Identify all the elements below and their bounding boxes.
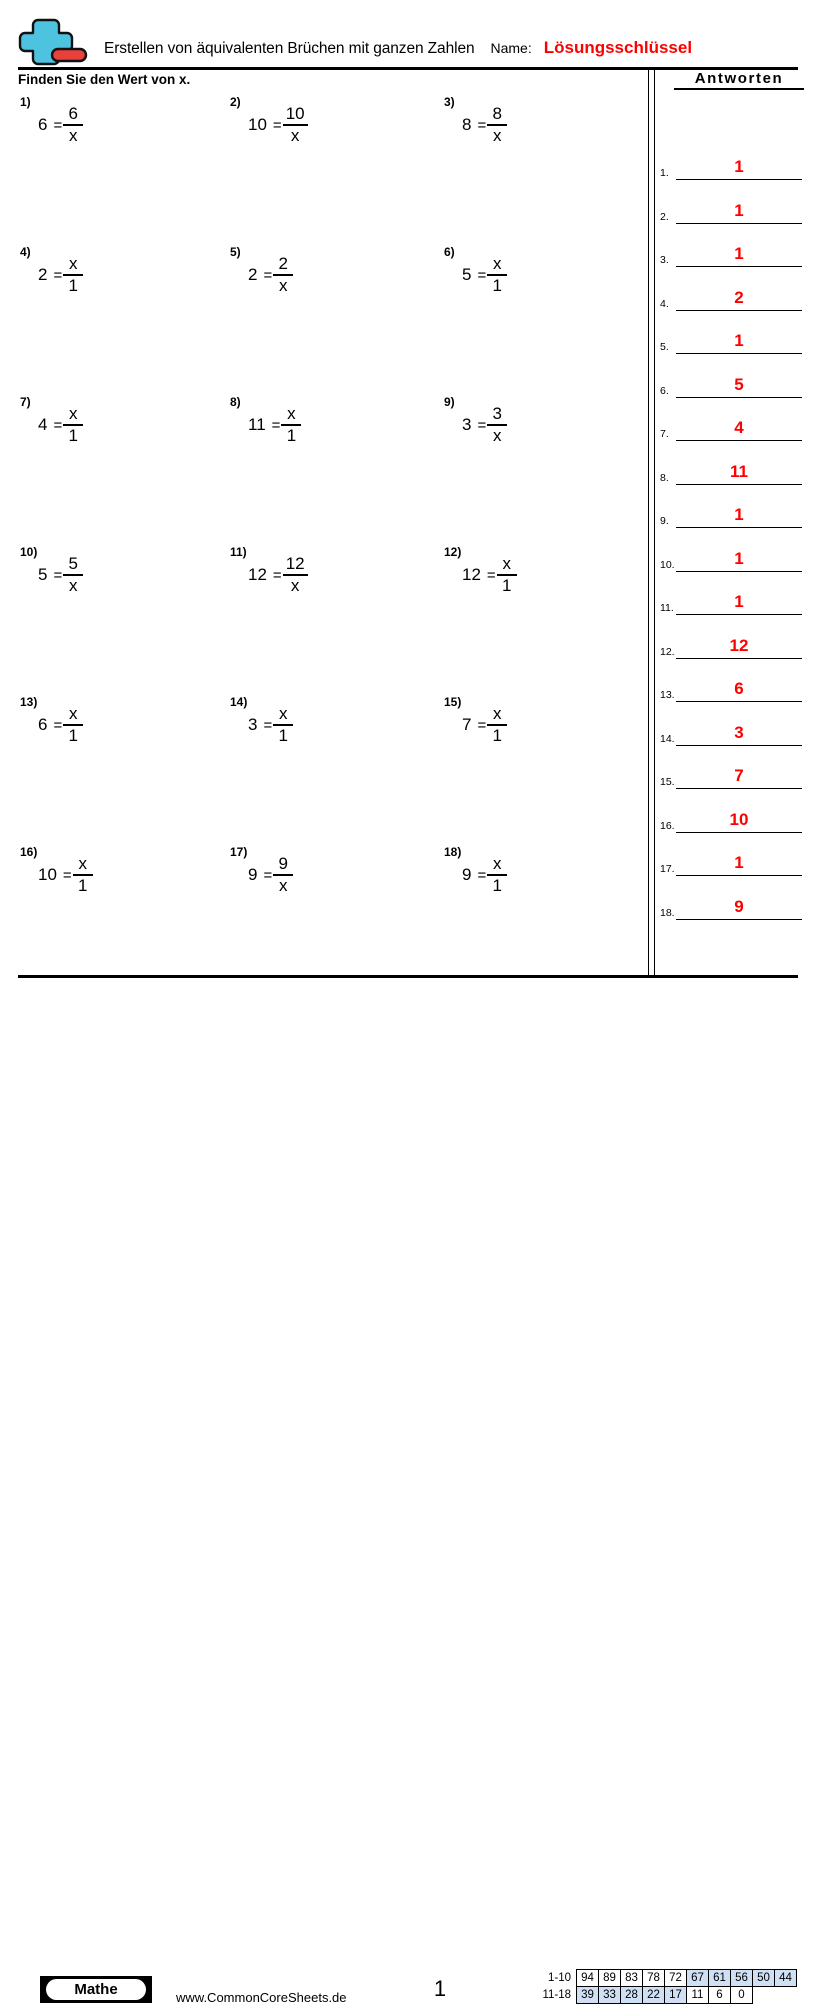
problem-4 <box>20 245 220 315</box>
answer-row-6 <box>660 354 806 398</box>
answers-panel <box>660 70 816 975</box>
score-table-row <box>531 1970 797 1987</box>
problem-10 <box>20 545 220 615</box>
score-cell: 78 <box>643 1970 665 1987</box>
fraction-denominator: 1 <box>492 875 502 895</box>
problem-expression <box>38 105 83 145</box>
score-cell: 22 <box>643 1987 665 2004</box>
left-operand: 5 <box>38 565 48 585</box>
worksheet-footer <box>0 978 816 2005</box>
score-cell: 6 <box>709 1987 731 2004</box>
title-row <box>104 38 804 64</box>
worksheet-header <box>0 0 816 68</box>
fraction-denominator: 1 <box>77 875 88 895</box>
fraction-denominator: 1 <box>501 575 512 595</box>
left-operand: 5 <box>462 265 472 285</box>
answer-index: 15. <box>660 776 675 788</box>
problem-number: 1) <box>20 95 31 109</box>
fraction <box>73 855 93 895</box>
score-cell: 50 <box>753 1970 775 1987</box>
left-operand: 8 <box>462 115 472 135</box>
problem-number: 8) <box>230 395 241 409</box>
answer-value: 1 <box>734 157 744 176</box>
equals-sign: = <box>271 416 281 434</box>
fraction-numerator: 3 <box>492 404 502 423</box>
left-operand: 6 <box>38 115 48 135</box>
problem-5 <box>230 245 430 315</box>
answer-index: 4. <box>660 297 669 310</box>
problem-expression <box>462 705 507 745</box>
fraction-numerator: x <box>68 254 78 273</box>
problem-number: 11) <box>230 545 247 559</box>
answer-index: 11. <box>660 602 674 614</box>
answer-index: 2. <box>660 210 669 223</box>
fraction-denominator: 1 <box>286 425 297 445</box>
page-number: 1 <box>433 1976 447 2001</box>
fraction <box>63 105 83 145</box>
answer-value: 2 <box>734 287 744 307</box>
problem-number: 3) <box>444 95 455 109</box>
answer-value: 3 <box>734 722 744 742</box>
fraction <box>63 705 83 745</box>
equals-sign: = <box>486 566 496 584</box>
equals-sign: = <box>53 716 63 734</box>
answer-index: 5. <box>660 341 669 353</box>
fraction <box>273 705 293 745</box>
problem-16 <box>20 845 220 915</box>
answer-row-3 <box>660 223 806 267</box>
answer-row-8 <box>660 441 806 485</box>
fraction-denominator: 1 <box>492 725 502 745</box>
left-operand: 3 <box>462 415 472 435</box>
answer-blank-line[interactable] <box>676 918 802 920</box>
answer-index: 9. <box>660 515 669 527</box>
fraction-denominator: x <box>278 275 288 295</box>
left-operand: 2 <box>38 265 48 285</box>
problem-expression <box>248 255 293 295</box>
answers-heading: Antworten <box>674 70 804 90</box>
problem-number: 7) <box>20 395 31 409</box>
answer-index: 13. <box>660 689 675 701</box>
fraction-numerator: 6 <box>68 104 78 123</box>
equals-sign: = <box>272 566 282 584</box>
fraction-numerator: 8 <box>492 104 502 123</box>
score-cell: 61 <box>709 1970 731 1987</box>
problem-expression <box>248 405 301 445</box>
left-operand: 9 <box>248 865 258 885</box>
answer-value: 1 <box>734 200 744 220</box>
answer-value: 7 <box>734 766 744 785</box>
problem-9 <box>444 395 644 465</box>
answer-row-10 <box>660 528 806 572</box>
left-operand: 4 <box>38 415 48 435</box>
problem-number: 9) <box>444 395 455 409</box>
fraction-numerator: x <box>492 854 502 873</box>
answer-index: 6. <box>660 384 669 397</box>
fraction-denominator: 1 <box>68 725 78 745</box>
problem-number: 13) <box>20 695 38 709</box>
answer-index: 7. <box>660 428 669 440</box>
left-operand: 12 <box>462 565 481 585</box>
left-operand: 10 <box>248 115 267 135</box>
fraction-denominator: x <box>290 125 300 145</box>
problem-expression <box>462 855 507 895</box>
fraction-denominator: 1 <box>278 725 288 745</box>
fraction-numerator: x <box>502 554 511 573</box>
answer-value: 1 <box>734 331 744 350</box>
left-operand: 9 <box>462 865 472 885</box>
left-operand: 2 <box>248 265 258 285</box>
problem-11 <box>230 545 430 615</box>
left-operand: 3 <box>248 715 258 735</box>
fraction <box>63 555 83 595</box>
problem-17 <box>230 845 430 915</box>
problem-15 <box>444 695 644 765</box>
problem-3 <box>444 95 644 165</box>
fraction <box>273 255 293 295</box>
score-cell: 33 <box>599 1987 621 2004</box>
problem-12 <box>444 545 644 615</box>
score-cell: 11 <box>687 1987 709 2004</box>
problem-6 <box>444 245 644 315</box>
score-cell: 56 <box>731 1970 753 1987</box>
score-cell: 28 <box>621 1987 643 2004</box>
problem-expression <box>248 855 293 895</box>
fraction-denominator: 1 <box>492 275 502 295</box>
problem-expression <box>462 555 517 595</box>
problem-expression <box>38 255 83 295</box>
answer-row-7 <box>660 397 806 441</box>
answer-value: 1 <box>734 853 744 872</box>
problem-number: 5) <box>230 245 241 259</box>
answer-row-16 <box>660 789 806 833</box>
left-operand: 12 <box>248 565 267 585</box>
score-table-row <box>531 1987 797 2004</box>
equals-sign: = <box>53 416 63 434</box>
problems-grid <box>0 95 648 975</box>
answer-index: 3. <box>660 254 669 266</box>
answer-value: 12 <box>729 635 749 655</box>
problem-number: 15) <box>444 695 462 709</box>
fraction-numerator: x <box>492 254 502 273</box>
equals-sign: = <box>53 266 63 284</box>
fraction-denominator: 1 <box>68 275 78 295</box>
answer-row-14 <box>660 702 806 746</box>
problem-number: 14) <box>230 695 248 709</box>
answer-value: 1 <box>734 592 744 611</box>
fraction-denominator: 1 <box>68 425 78 445</box>
fraction <box>281 405 301 445</box>
answer-row-17 <box>660 832 806 876</box>
answer-index: 14. <box>660 732 675 745</box>
answer-value: 10 <box>729 809 749 829</box>
score-cell: 0 <box>731 1987 753 2004</box>
problem-1 <box>20 95 220 165</box>
problem-number: 18) <box>444 845 462 859</box>
fraction-numerator: 12 <box>285 554 305 573</box>
fraction <box>487 405 507 445</box>
problem-number: 16) <box>20 845 38 859</box>
problem-7 <box>20 395 220 465</box>
answer-row-4 <box>660 267 806 311</box>
equals-sign: = <box>477 116 487 134</box>
answer-index: 1. <box>660 167 669 179</box>
score-cell: 83 <box>621 1970 643 1987</box>
equals-sign: = <box>477 716 487 734</box>
instruction-text: Finden Sie den Wert von x. <box>18 72 191 87</box>
equals-sign: = <box>477 266 487 284</box>
problem-expression <box>248 105 308 145</box>
subject-badge <box>40 1976 152 2003</box>
score-cell: 72 <box>665 1970 687 1987</box>
problem-13 <box>20 695 220 765</box>
name-label: Name: <box>490 40 532 56</box>
problem-expression <box>38 705 83 745</box>
answer-value: 4 <box>734 418 744 437</box>
problem-2 <box>230 95 430 165</box>
answer-row-12 <box>660 615 806 659</box>
problem-number: 17) <box>230 845 248 859</box>
score-cell: 89 <box>599 1970 621 1987</box>
answer-row-15 <box>660 745 806 789</box>
left-operand: 10 <box>38 865 57 885</box>
fraction-denominator: x <box>290 575 300 595</box>
fraction <box>487 255 507 295</box>
answer-row-13 <box>660 658 806 702</box>
answer-index: 8. <box>660 471 669 484</box>
answer-index: 18. <box>660 906 675 919</box>
page-title: Erstellen von äquivalenten Brüchen mit ganzen Zahlen <box>104 40 475 57</box>
problem-number: 4) <box>20 245 31 259</box>
problem-expression <box>248 705 293 745</box>
fraction <box>63 405 83 445</box>
fraction-numerator: 9 <box>278 854 288 873</box>
answer-index: 12. <box>660 645 675 658</box>
problem-number: 10) <box>20 545 38 559</box>
score-cell-empty <box>775 1987 797 2004</box>
problem-expression <box>38 555 83 595</box>
equals-sign: = <box>263 266 273 284</box>
problem-expression <box>462 105 507 145</box>
problem-14 <box>230 695 430 765</box>
score-cell: 94 <box>577 1970 599 1987</box>
answer-value: 5 <box>734 374 744 394</box>
answer-row-5 <box>660 310 806 354</box>
fraction-denominator: x <box>492 425 502 445</box>
answer-value: 1 <box>734 505 744 524</box>
problem-expression <box>248 555 308 595</box>
problem-number: 2) <box>230 95 241 109</box>
left-operand: 6 <box>38 715 48 735</box>
fraction-numerator: x <box>278 704 288 723</box>
score-table-grid <box>531 1969 797 2004</box>
fraction <box>283 105 308 145</box>
subject-badge-label: Mathe <box>46 1979 146 2000</box>
problem-expression <box>462 255 507 295</box>
answer-value: 9 <box>734 896 744 916</box>
answer-value: 1 <box>734 548 744 568</box>
left-operand: 11 <box>248 415 266 435</box>
answer-index: 10. <box>660 558 675 571</box>
fraction-numerator: x <box>68 704 78 723</box>
score-table <box>531 1969 797 2004</box>
fraction-numerator: x <box>68 404 78 423</box>
fraction-numerator: x <box>492 704 502 723</box>
fraction-denominator: x <box>68 575 78 595</box>
answer-key-badge: Lösungsschlüssel <box>543 38 693 57</box>
answer-index: 16. <box>660 819 675 832</box>
equals-sign: = <box>53 566 63 584</box>
plus-minus-logo-icon <box>18 18 90 66</box>
fraction-numerator: 10 <box>285 104 305 123</box>
fraction-denominator: x <box>278 875 288 895</box>
equals-sign: = <box>53 116 63 134</box>
fraction-numerator: x <box>287 404 296 423</box>
answer-value: 1 <box>734 244 744 263</box>
score-row-label: 11-18 <box>542 1989 571 2001</box>
site-url: www.CommonCoreSheets.de <box>176 1990 347 2005</box>
score-cell: 39 <box>577 1987 599 2004</box>
answer-row-2 <box>660 180 806 224</box>
answer-row-18 <box>660 876 806 920</box>
answer-row-9 <box>660 484 806 528</box>
equals-sign: = <box>263 716 273 734</box>
problem-8 <box>230 395 430 465</box>
answer-row-1 <box>660 136 806 180</box>
answer-row-11 <box>660 571 806 615</box>
score-cell: 67 <box>687 1970 709 1987</box>
fraction <box>63 255 83 295</box>
fraction <box>283 555 308 595</box>
problem-number: 6) <box>444 245 455 259</box>
equals-sign: = <box>272 116 282 134</box>
equals-sign: = <box>62 866 72 884</box>
answer-value: 6 <box>734 679 744 698</box>
problem-18 <box>444 845 644 915</box>
fraction <box>487 705 507 745</box>
equals-sign: = <box>263 866 273 884</box>
problem-expression <box>462 405 507 445</box>
problem-expression <box>38 855 93 895</box>
vertical-divider <box>648 68 655 975</box>
fraction-numerator: x <box>78 854 87 873</box>
equals-sign: = <box>477 866 487 884</box>
equals-sign: = <box>477 416 487 434</box>
score-row-label: 1-10 <box>547 1972 571 1984</box>
fraction-numerator: 5 <box>68 554 78 573</box>
problem-expression <box>38 405 83 445</box>
answer-value: 11 <box>730 461 748 481</box>
fraction <box>487 105 507 145</box>
score-cell: 17 <box>665 1987 687 2004</box>
answer-index: 17. <box>660 863 675 875</box>
score-cell-empty <box>753 1987 775 2004</box>
fraction-denominator: x <box>492 125 502 145</box>
fraction <box>487 855 507 895</box>
left-operand: 7 <box>462 715 472 735</box>
problem-number: 12) <box>444 545 462 559</box>
fraction <box>273 855 293 895</box>
fraction-denominator: x <box>68 125 78 145</box>
score-cell: 44 <box>775 1970 797 1987</box>
fraction <box>497 555 517 595</box>
fraction-numerator: 2 <box>278 254 288 273</box>
